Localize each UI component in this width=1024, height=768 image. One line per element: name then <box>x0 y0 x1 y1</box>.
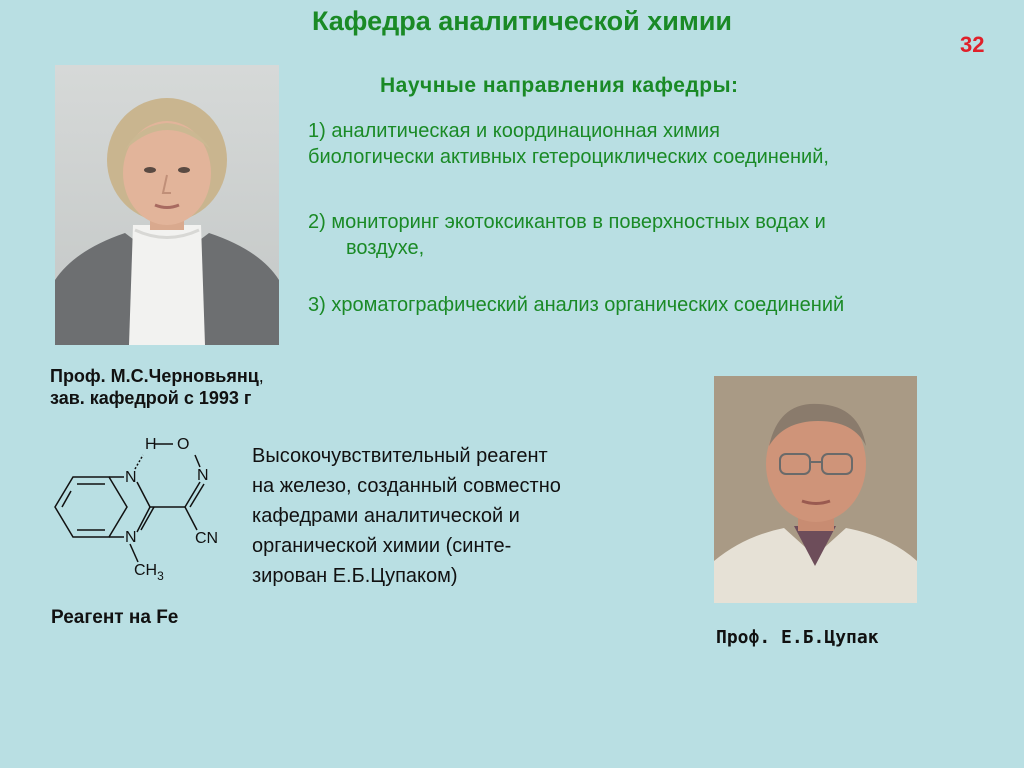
professor-chernovyants-caption <box>50 365 264 409</box>
reagent-description <box>252 441 672 591</box>
reagent-desc-line: органической химии (синте- <box>252 535 512 557</box>
group-ch3 <box>134 562 164 583</box>
direction-2 <box>308 209 998 261</box>
reagent-structure-diagram <box>25 427 250 587</box>
direction-3-line1: 3) хроматографический анализ органических соединений <box>308 294 845 316</box>
atom-n-oxime: N <box>197 467 209 484</box>
direction-3 <box>308 292 1008 318</box>
group-ch3-subscript: 3 <box>157 569 164 583</box>
research-directions-heading: Научные направления кафедры: <box>380 74 739 97</box>
portrait-woman-image <box>55 65 279 345</box>
professor-tsupak-photo <box>714 376 917 603</box>
atom-n-top: N <box>125 469 137 486</box>
portrait-man-image <box>714 376 917 603</box>
prof1-comma: , <box>258 366 264 386</box>
reagent-desc-line: Высокочувствительный реагент <box>252 445 548 467</box>
professor-tsupak-caption: Проф. Е.Б.Цупак <box>716 627 879 648</box>
reagent-desc-line: кафедрами аналитической и <box>252 505 520 527</box>
direction-1-line1: 1) аналитическая и координационная химия <box>308 120 720 142</box>
direction-1-line2: биологически активных гетероциклических соединений, <box>308 146 829 168</box>
professor-chernovyants-photo <box>55 65 279 345</box>
slide-number: 32 <box>960 32 985 57</box>
group-cn: CN <box>195 530 219 547</box>
reagent-caption: Реагент на Fe <box>51 607 179 628</box>
atom-h: H <box>145 436 157 453</box>
atom-n-bottom: N <box>125 529 137 546</box>
prof1-position: зав. кафедрой с 1993 г <box>50 388 252 408</box>
group-ch3-main: CH <box>134 562 158 579</box>
reagent-desc-line: зирован Е.Б.Цупаком) <box>252 565 458 587</box>
direction-2-line1: 2) мониторинг экотоксикантов в поверхностных водах и <box>308 211 826 233</box>
reagent-desc-line: на железо, созданный совместно <box>252 475 561 497</box>
direction-2-line2: воздухе, <box>346 237 425 259</box>
direction-1 <box>308 118 1008 170</box>
slide-title: Кафедра аналитической химии <box>311 6 733 36</box>
prof1-name: Проф. М.С.Черновьянц <box>50 366 259 386</box>
atom-o: O <box>177 436 190 453</box>
